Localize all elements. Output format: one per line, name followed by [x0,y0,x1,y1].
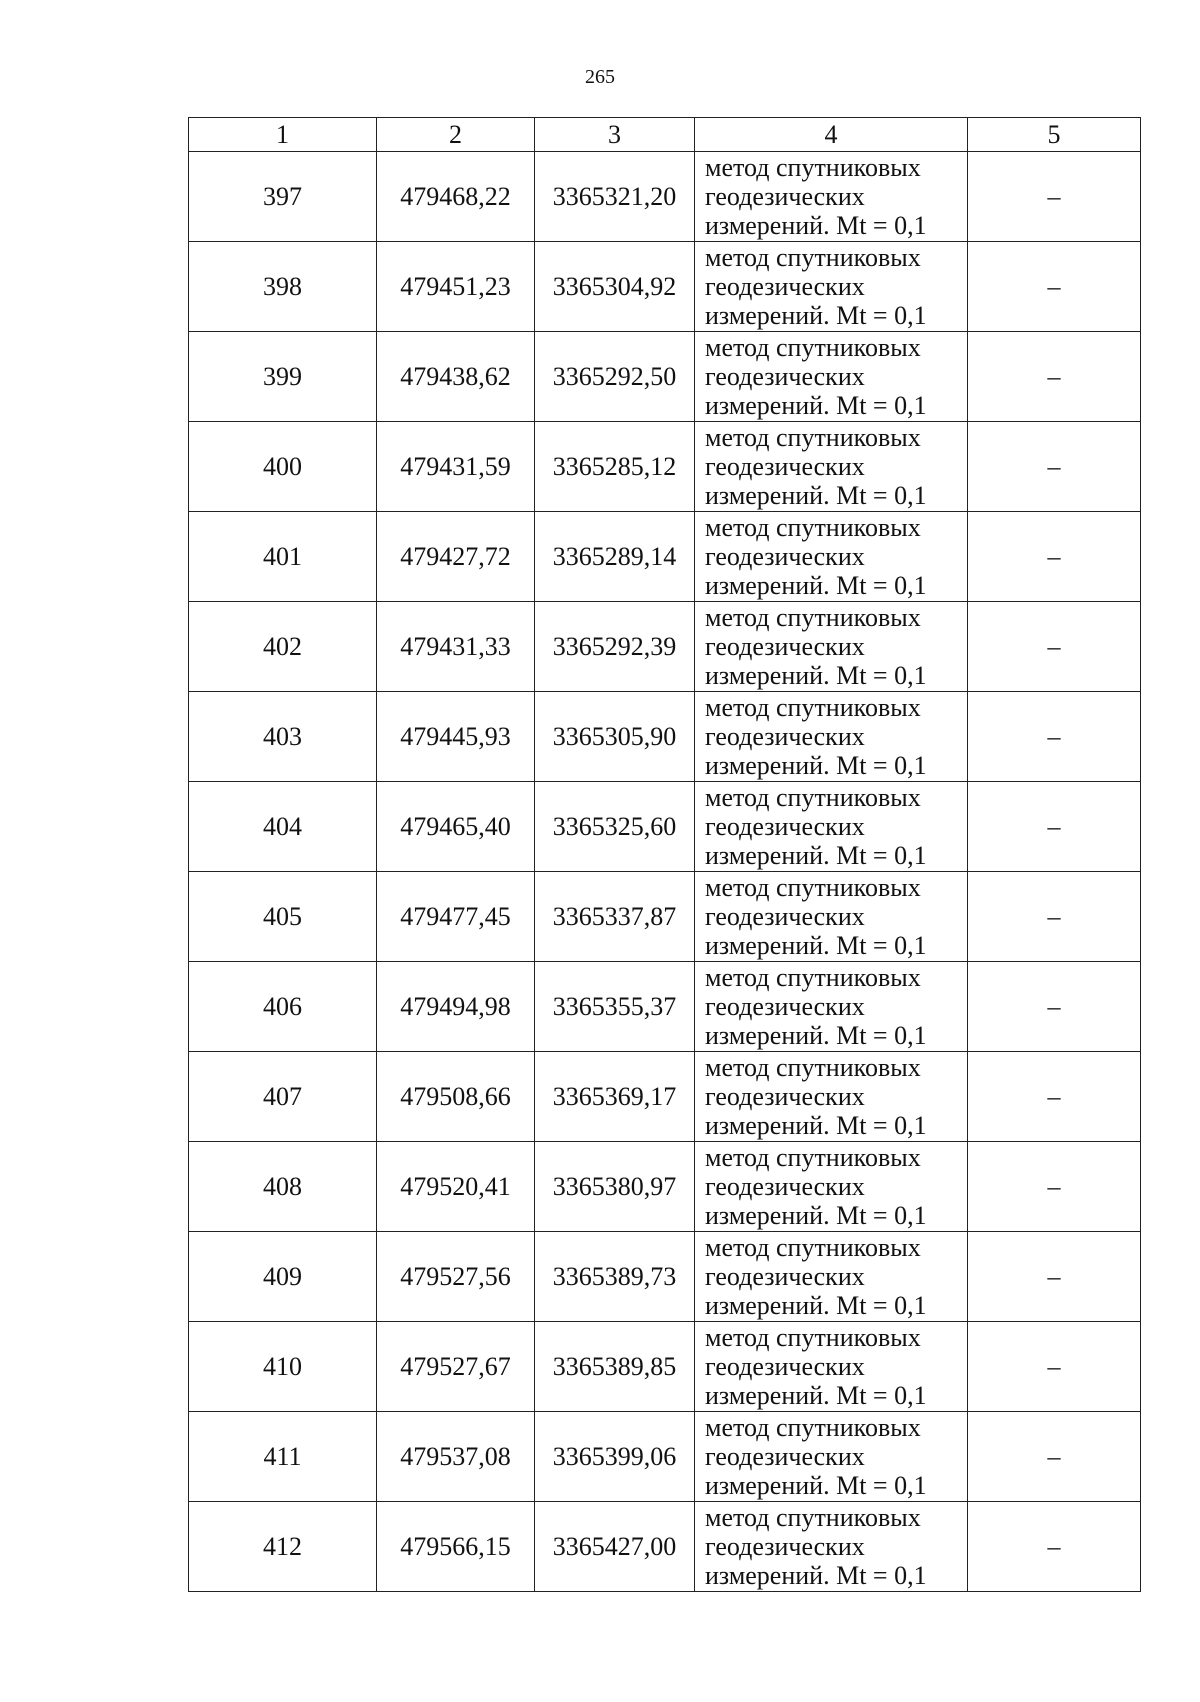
table-row [189,1502,1141,1592]
method-cell [695,962,968,1052]
method-line: измерений. Mt = 0,1 [705,1201,927,1230]
header-cell-5: 5 [968,118,1141,152]
method-line: геодезических [705,902,865,931]
method-line: метод спутниковых [705,333,921,362]
method-line: измерений. Mt = 0,1 [705,1111,927,1140]
method-line: измерений. Mt = 0,1 [705,1381,927,1410]
note-cell: – [968,332,1141,422]
y-coordinate-cell: 3365289,14 [535,512,695,602]
method-line: метод спутниковых [705,1233,921,1262]
note-cell: – [968,1142,1141,1232]
note-cell: – [968,782,1141,872]
coordinates-table [188,117,1141,1592]
table-row [189,1232,1141,1322]
y-coordinate-cell: 3365427,00 [535,1502,695,1592]
table-row [189,692,1141,782]
method-line: геодезических [705,1352,865,1381]
method-line: геодезических [705,632,865,661]
header-cell-4: 4 [695,118,968,152]
x-coordinate-cell: 479566,15 [377,1502,535,1592]
point-number-cell: 404 [189,782,377,872]
x-coordinate-cell: 479477,45 [377,872,535,962]
method-line: геодезических [705,992,865,1021]
method-cell [695,1232,968,1322]
method-line: метод спутниковых [705,423,921,452]
table-row [189,512,1141,602]
method-line: измерений. Mt = 0,1 [705,931,927,960]
method-line: геодезических [705,812,865,841]
x-coordinate-cell: 479537,08 [377,1412,535,1502]
table-row [189,242,1141,332]
method-line: измерений. Mt = 0,1 [705,211,927,240]
table-row [189,782,1141,872]
y-coordinate-cell: 3365399,06 [535,1412,695,1502]
method-line: измерений. Mt = 0,1 [705,1471,927,1500]
point-number-cell: 399 [189,332,377,422]
method-line: измерений. Mt = 0,1 [705,1291,927,1320]
method-line: измерений. Mt = 0,1 [705,751,927,780]
y-coordinate-cell: 3365337,87 [535,872,695,962]
point-number-cell: 398 [189,242,377,332]
method-line: геодезических [705,1532,865,1561]
method-line: измерений. Mt = 0,1 [705,841,927,870]
note-cell: – [968,962,1141,1052]
table-row [189,1412,1141,1502]
table-header [189,118,1141,152]
header-cell-3: 3 [535,118,695,152]
header-cell-1: 1 [189,118,377,152]
point-number-cell: 402 [189,602,377,692]
y-coordinate-cell: 3365304,92 [535,242,695,332]
x-coordinate-cell: 479445,93 [377,692,535,782]
method-cell [695,602,968,692]
point-number-cell: 411 [189,1412,377,1502]
x-coordinate-cell: 479527,67 [377,1322,535,1412]
y-coordinate-cell: 3365325,60 [535,782,695,872]
note-cell: – [968,1502,1141,1592]
y-coordinate-cell: 3365389,73 [535,1232,695,1322]
method-line: метод спутниковых [705,153,921,182]
table-row [189,1052,1141,1142]
method-line: метод спутниковых [705,513,921,542]
method-line: метод спутниковых [705,603,921,632]
method-line: геодезических [705,452,865,481]
method-line: измерений. Mt = 0,1 [705,301,927,330]
header-row [189,118,1141,152]
note-cell: – [968,1052,1141,1142]
x-coordinate-cell: 479508,66 [377,1052,535,1142]
table-row [189,872,1141,962]
point-number-cell: 400 [189,422,377,512]
y-coordinate-cell: 3365292,39 [535,602,695,692]
table-body [189,152,1141,1592]
table-row [189,332,1141,422]
method-line: геодезических [705,182,865,211]
x-coordinate-cell: 479451,23 [377,242,535,332]
note-cell: – [968,602,1141,692]
note-cell: – [968,242,1141,332]
method-line: геодезических [705,1172,865,1201]
point-number-cell: 401 [189,512,377,602]
x-coordinate-cell: 479520,41 [377,1142,535,1232]
note-cell: – [968,512,1141,602]
method-cell [695,782,968,872]
header-cell-2: 2 [377,118,535,152]
method-line: метод спутниковых [705,1323,921,1352]
method-line: измерений. Mt = 0,1 [705,1561,927,1590]
method-line: геодезических [705,722,865,751]
note-cell: – [968,1232,1141,1322]
x-coordinate-cell: 479494,98 [377,962,535,1052]
method-line: метод спутниковых [705,1413,921,1442]
y-coordinate-cell: 3365305,90 [535,692,695,782]
method-line: измерений. Mt = 0,1 [705,481,927,510]
method-line: метод спутниковых [705,1143,921,1172]
point-number-cell: 412 [189,1502,377,1592]
method-line: измерений. Mt = 0,1 [705,1021,927,1050]
method-cell [695,1052,968,1142]
x-coordinate-cell: 479427,72 [377,512,535,602]
y-coordinate-cell: 3365292,50 [535,332,695,422]
point-number-cell: 403 [189,692,377,782]
y-coordinate-cell: 3365380,97 [535,1142,695,1232]
point-number-cell: 409 [189,1232,377,1322]
point-number-cell: 410 [189,1322,377,1412]
point-number-cell: 408 [189,1142,377,1232]
method-line: геодезических [705,272,865,301]
y-coordinate-cell: 3365285,12 [535,422,695,512]
y-coordinate-cell: 3365389,85 [535,1322,695,1412]
method-line: метод спутниковых [705,1053,921,1082]
page-number: 265 [585,66,615,88]
table-row [189,152,1141,242]
method-line: метод спутниковых [705,693,921,722]
table-row [189,602,1141,692]
method-line: измерений. Mt = 0,1 [705,571,927,600]
x-coordinate-cell: 479527,56 [377,1232,535,1322]
point-number-cell: 405 [189,872,377,962]
method-line: геодезических [705,362,865,391]
x-coordinate-cell: 479465,40 [377,782,535,872]
method-line: геодезических [705,1262,865,1291]
method-cell [695,1322,968,1412]
method-cell [695,1502,968,1592]
y-coordinate-cell: 3365369,17 [535,1052,695,1142]
note-cell: – [968,872,1141,962]
method-line: измерений. Mt = 0,1 [705,661,927,690]
table-row [189,1322,1141,1412]
x-coordinate-cell: 479431,59 [377,422,535,512]
method-cell [695,332,968,422]
table-row [189,962,1141,1052]
method-line: геодезических [705,1442,865,1471]
method-cell [695,512,968,602]
note-cell: – [968,692,1141,782]
method-cell [695,1412,968,1502]
x-coordinate-cell: 479468,22 [377,152,535,242]
method-cell [695,242,968,332]
method-cell [695,872,968,962]
y-coordinate-cell: 3365355,37 [535,962,695,1052]
method-line: метод спутниковых [705,243,921,272]
method-line: измерений. Mt = 0,1 [705,391,927,420]
method-line: геодезических [705,542,865,571]
point-number-cell: 406 [189,962,377,1052]
point-number-cell: 407 [189,1052,377,1142]
note-cell: – [968,1322,1141,1412]
method-line: метод спутниковых [705,963,921,992]
method-cell [695,152,968,242]
method-line: метод спутниковых [705,783,921,812]
note-cell: – [968,152,1141,242]
method-cell [695,422,968,512]
note-cell: – [968,422,1141,512]
table-row [189,422,1141,512]
method-line: метод спутниковых [705,1503,921,1532]
y-coordinate-cell: 3365321,20 [535,152,695,242]
method-cell [695,692,968,782]
method-line: метод спутниковых [705,873,921,902]
x-coordinate-cell: 479438,62 [377,332,535,422]
note-cell: – [968,1412,1141,1502]
method-line: геодезических [705,1082,865,1111]
x-coordinate-cell: 479431,33 [377,602,535,692]
method-cell [695,1142,968,1232]
point-number-cell: 397 [189,152,377,242]
table-row [189,1142,1141,1232]
